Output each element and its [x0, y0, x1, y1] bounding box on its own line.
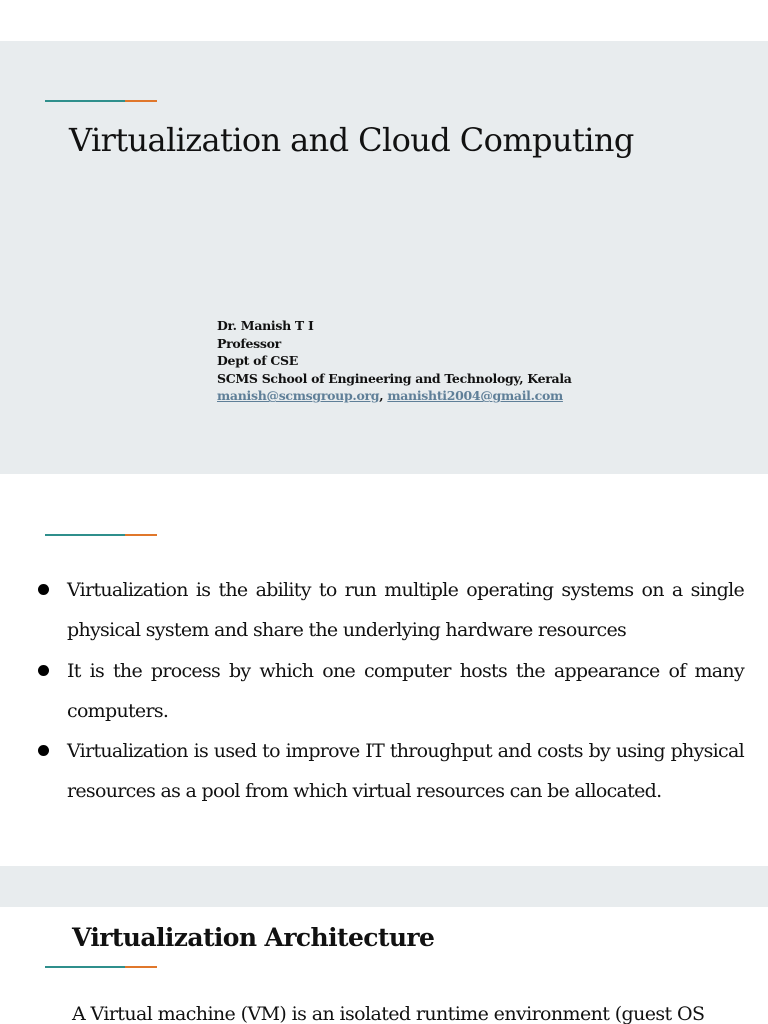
- accent-teal: [45, 966, 125, 968]
- slide-divider: [0, 866, 768, 907]
- bullet-text: Virtualization is used to improve IT throughput and costs by using physical resources as a pool from which virtual resources can be allocated.: [67, 740, 744, 803]
- email-link-2[interactable]: manishti2004@gmail.com: [387, 388, 563, 404]
- author-institution: SCMS School of Engineering and Technology, Kerala: [217, 370, 572, 386]
- accent-teal: [45, 100, 125, 102]
- author-emails: [217, 387, 572, 405]
- author-block: [217, 317, 572, 405]
- title-slide: [0, 41, 768, 474]
- bullet-dot-icon: [38, 745, 49, 756]
- slide-body-text: A Virtual machine (VM) is an isolated runtime environment (guest OS: [72, 1003, 705, 1024]
- bullet-item: [38, 651, 744, 732]
- accent-line: [45, 534, 157, 536]
- bullet-dot-icon: [38, 584, 49, 595]
- author-name: Dr. Manish T I: [217, 318, 314, 333]
- bullet-list: [38, 570, 744, 812]
- bullet-item: [38, 570, 744, 651]
- accent-line: [45, 966, 157, 968]
- bullet-item: [38, 731, 744, 812]
- email-separator: ,: [379, 388, 388, 404]
- accent-orange: [125, 534, 157, 536]
- slide-title: Virtualization and Cloud Computing: [69, 121, 634, 159]
- email-link-1[interactable]: manish@scmsgroup.org: [217, 388, 380, 404]
- accent-line: [45, 100, 157, 102]
- author-dept: Dept of CSE: [217, 353, 298, 369]
- bullet-text: Virtualization is the ability to run multiple operating systems on a single physical system and share the underlying hardware resources: [67, 579, 744, 642]
- accent-orange: [125, 100, 157, 102]
- bullet-dot-icon: [38, 665, 49, 676]
- accent-orange: [125, 966, 157, 968]
- architecture-slide: [0, 907, 768, 1024]
- slide-title: Virtualization Architecture: [72, 923, 435, 952]
- bullet-text: It is the process by which one computer hosts the appearance of many computers.: [67, 659, 744, 722]
- accent-teal: [45, 534, 125, 536]
- author-role: Professor: [217, 335, 281, 351]
- content-slide: [0, 474, 768, 866]
